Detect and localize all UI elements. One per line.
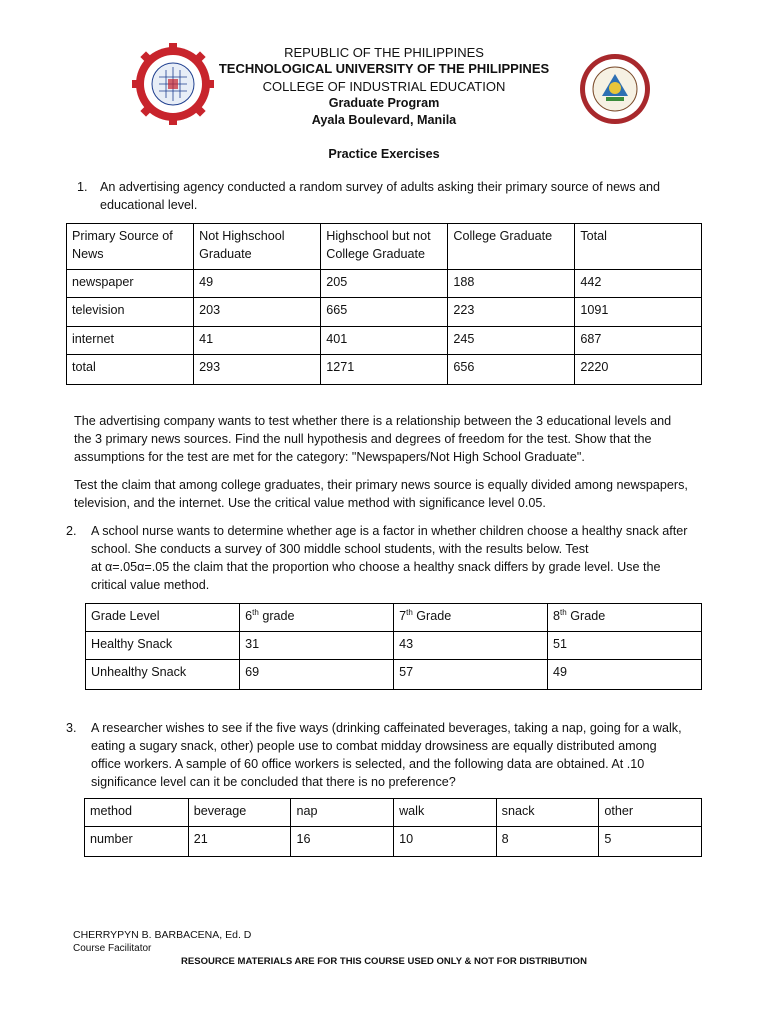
q1-table-header-row bbox=[67, 224, 702, 270]
q1-header-cell: Primary Source of News bbox=[67, 224, 194, 270]
header-republic: REPUBLIC OF THE PHILIPPINES bbox=[284, 45, 484, 60]
table-cell: number bbox=[85, 827, 189, 857]
table-cell: 21 bbox=[188, 827, 291, 857]
header-address: Ayala Boulevard, Manila bbox=[311, 113, 457, 127]
table-cell: newspaper bbox=[67, 270, 194, 298]
q2-header-cell: 8th Grade bbox=[548, 604, 702, 632]
q1-header-cell: Total bbox=[575, 224, 702, 270]
q1-header-cell: College Graduate bbox=[448, 224, 575, 270]
q1-line-2: educational level. bbox=[100, 198, 198, 212]
q2-table bbox=[85, 603, 702, 690]
q1-number: 1. bbox=[77, 180, 88, 194]
q2-number: 2. bbox=[66, 524, 77, 538]
footer-name: CHERRYPYN B. BARBACENA, Ed. D bbox=[73, 929, 252, 941]
page-title: Practice Exercises bbox=[328, 147, 440, 161]
q1-header-cell: Highschool but not College Graduate bbox=[321, 224, 448, 270]
table-cell: snack bbox=[496, 799, 599, 827]
q2-table-header-row bbox=[86, 604, 702, 632]
table-row bbox=[67, 355, 702, 385]
header-college: COLLEGE OF INDUSTRIAL EDUCATION bbox=[262, 79, 506, 94]
table-cell: Unhealthy Snack bbox=[86, 660, 240, 690]
table-cell: 656 bbox=[448, 355, 575, 385]
header-university: TECHNOLOGICAL UNIVERSITY OF THE PHILIPPINES bbox=[218, 61, 550, 76]
q2-header-cell: 6th grade bbox=[240, 604, 394, 632]
table-cell: 401 bbox=[321, 327, 448, 355]
table-cell: walk bbox=[394, 799, 497, 827]
table-cell: 2220 bbox=[575, 355, 702, 385]
q3-table bbox=[84, 798, 702, 857]
table-cell: 49 bbox=[194, 270, 321, 298]
table-cell: 8 bbox=[496, 827, 599, 857]
table-cell: 1271 bbox=[321, 355, 448, 385]
table-cell: 245 bbox=[448, 327, 575, 355]
table-row bbox=[67, 327, 702, 355]
q1-header-cell: Not Highschool Graduate bbox=[194, 224, 321, 270]
q3-text: A researcher wishes to see if the five ways (drinking caffeinated beverages, taking a nap, going for a walk, eating a sugary snack, other) people use to combat midday drowsiness are equally distributed among office workers. A sample of 60 office workers is selected, and the following data are obtained. At .10 significance level can it be concluded that there is no preference? bbox=[91, 721, 682, 789]
q2-text: A school nurse wants to determine whether age is a factor in whether children choose a healthy snack after school. She conducts a survey of 300 middle school students, with the results below. Test at α=.05α=.05 the claim that the proportion who choose a healthy snack differs by grade level. Use the critical value method. bbox=[91, 524, 688, 592]
table-cell: 16 bbox=[291, 827, 394, 857]
q1-paragraph-2: Test the claim that among college graduates, their primary news source is equally divided among newspapers, television, and the internet. Use the critical value method with significance level 0.05. bbox=[74, 478, 688, 510]
table-cell: 665 bbox=[321, 298, 448, 327]
footer-notice: RESOURCE MATERIALS ARE FOR THIS COURSE USED ONLY & NOT FOR DISTRIBUTION bbox=[181, 956, 587, 967]
table-cell: total bbox=[67, 355, 194, 385]
header-program: Graduate Program bbox=[328, 96, 440, 110]
table-cell: 10 bbox=[394, 827, 497, 857]
table-cell: 442 bbox=[575, 270, 702, 298]
q1-table bbox=[66, 223, 702, 385]
table-row bbox=[67, 270, 702, 298]
table-cell: 203 bbox=[194, 298, 321, 327]
table-cell: 205 bbox=[321, 270, 448, 298]
table-cell: 5 bbox=[599, 827, 702, 857]
table-cell: 43 bbox=[394, 632, 548, 660]
table-cell: other bbox=[599, 799, 702, 827]
table-row bbox=[85, 827, 702, 857]
q1-paragraph-1: The advertising company wants to test whether there is a relationship between the 3 educational levels and the 3 primary news sources. Find the null hypothesis and degrees of freedom for the test. Show that the assumptions for the test are met for the category: "Newspapers/Not High School Graduate". bbox=[74, 414, 672, 464]
table-cell: 41 bbox=[194, 327, 321, 355]
table-row bbox=[86, 632, 702, 660]
q3-table-header-row bbox=[85, 799, 702, 827]
table-row bbox=[86, 660, 702, 690]
table-cell: nap bbox=[291, 799, 394, 827]
table-cell: 293 bbox=[194, 355, 321, 385]
table-cell: internet bbox=[67, 327, 194, 355]
q1-text bbox=[100, 178, 700, 214]
table-cell: 31 bbox=[240, 632, 394, 660]
table-cell: 69 bbox=[240, 660, 394, 690]
table-cell: Healthy Snack bbox=[86, 632, 240, 660]
q1-line-1: An advertising agency conducted a random survey of adults asking their primary source of news and bbox=[100, 180, 661, 194]
table-cell: 1091 bbox=[575, 298, 702, 327]
table-cell: 51 bbox=[548, 632, 702, 660]
table-cell: 188 bbox=[448, 270, 575, 298]
q2-header-cell: 7th Grade bbox=[394, 604, 548, 632]
footer-role: Course Facilitator bbox=[73, 943, 152, 954]
table-cell: 223 bbox=[448, 298, 575, 327]
table-cell: beverage bbox=[188, 799, 291, 827]
table-cell: television bbox=[67, 298, 194, 327]
table-cell: method bbox=[85, 799, 189, 827]
q2-header-cell: Grade Level bbox=[86, 604, 240, 632]
table-cell: 49 bbox=[548, 660, 702, 690]
q3-number: 3. bbox=[66, 721, 77, 735]
table-cell: 687 bbox=[575, 327, 702, 355]
table-row bbox=[67, 298, 702, 327]
table-cell: 57 bbox=[394, 660, 548, 690]
